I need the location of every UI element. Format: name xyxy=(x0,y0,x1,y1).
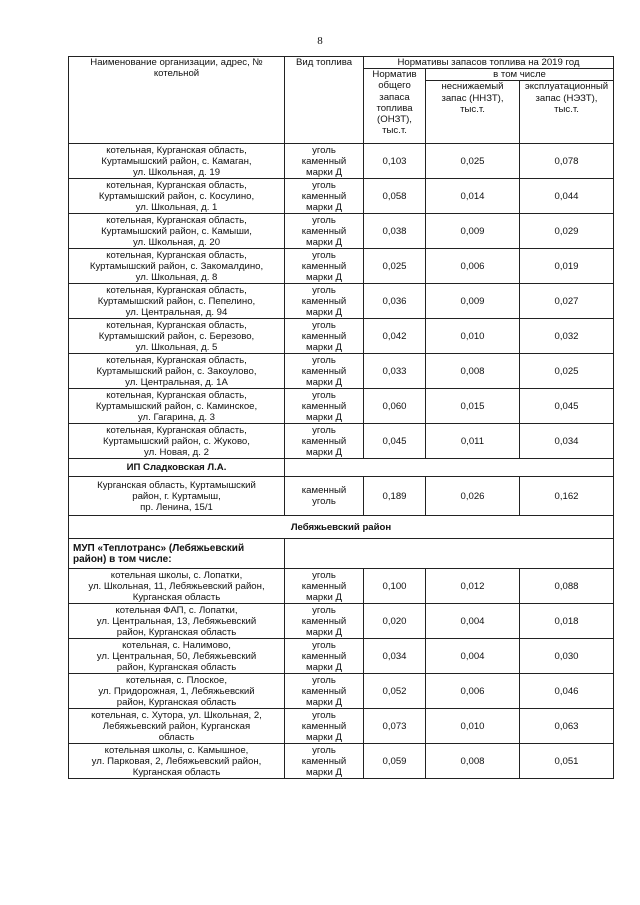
nezt-cell: 0,162 xyxy=(520,477,614,516)
address-line: котельная, Курганская область, xyxy=(106,179,247,191)
header-nezt: эксплуатационный запас (НЭЗТ), тыс.т. xyxy=(520,81,614,144)
fuel-line: каменный xyxy=(301,330,347,342)
total-reserve-cell: 0,033 xyxy=(364,354,426,389)
fuel-line: марки Д xyxy=(306,627,342,638)
address-line: ул. Центральная, д. 1А xyxy=(125,377,228,388)
table-row xyxy=(69,674,614,709)
address-line: район, Курганская область xyxy=(116,697,237,708)
address-line: ул. Центральная, 13, Лебяжьевский xyxy=(96,615,257,627)
boiler-address-cell xyxy=(69,354,285,389)
fuel-line: каменный xyxy=(301,295,347,307)
table-row xyxy=(69,709,614,744)
address-line: ул. Школьная, д. 20 xyxy=(132,237,221,248)
fuel-line: марки Д xyxy=(306,342,342,353)
fuel-line: уголь xyxy=(312,389,336,401)
fuel-line: каменный xyxy=(301,580,347,592)
fuel-type-cell xyxy=(285,144,364,179)
address-line: ул. Центральная, 50, Лебяжьевский xyxy=(96,650,257,662)
fuel-type-cell xyxy=(285,424,364,459)
address-line: район, Курганская область xyxy=(116,627,237,638)
district-row xyxy=(69,516,614,539)
address-line: ул. Парковая, 2, Лебяжьевский район, xyxy=(91,755,262,767)
total-reserve-cell: 0,058 xyxy=(364,179,426,214)
nezt-cell: 0,088 xyxy=(520,569,614,604)
address-line: пр. Ленина, 15/1 xyxy=(140,502,213,513)
fuel-line: уголь xyxy=(312,214,336,226)
address-line: котельная, с. Хутора, ул. Школьная, 2, xyxy=(91,709,262,721)
fuel-line: уголь xyxy=(312,144,336,156)
address-line: Куртамышский район, с. Закоулово, xyxy=(96,365,257,377)
total-reserve-cell: 0,038 xyxy=(364,214,426,249)
fuel-line: уголь xyxy=(312,496,336,508)
nezt-cell: 0,045 xyxy=(520,389,614,424)
nnzt-cell: 0,011 xyxy=(426,424,520,459)
fuel-type-cell xyxy=(285,389,364,424)
fuel-line: марки Д xyxy=(306,662,342,673)
fuel-line: марки Д xyxy=(306,202,342,213)
total-reserve-cell: 0,100 xyxy=(364,569,426,604)
address-line: котельная, Курганская область, xyxy=(106,389,247,401)
fuel-line: каменный xyxy=(301,155,347,167)
district-name: Лебяжьевский район xyxy=(69,516,614,539)
nnzt-cell: 0,010 xyxy=(426,709,520,744)
nnzt-cell: 0,025 xyxy=(426,144,520,179)
organization-name xyxy=(69,539,285,569)
boiler-address-cell xyxy=(69,424,285,459)
fuel-reserve-table xyxy=(68,56,614,779)
nnzt-cell: 0,009 xyxy=(426,214,520,249)
total-reserve-cell: 0,073 xyxy=(364,709,426,744)
total-reserve-cell: 0,034 xyxy=(364,639,426,674)
fuel-line: марки Д xyxy=(306,767,342,778)
nezt-cell: 0,019 xyxy=(520,249,614,284)
boiler-address-cell xyxy=(69,477,285,516)
table-row xyxy=(69,284,614,319)
fuel-line: уголь xyxy=(312,639,336,651)
address-line: Куртамышский район, с. Пепелино, xyxy=(97,295,256,307)
address-line: Курганская область, Куртамышский xyxy=(97,479,256,491)
header-fuel-type: Вид топлива xyxy=(285,57,364,144)
fuel-line: уголь xyxy=(312,284,336,296)
address-line: Куртамышский район, с. Каминское, xyxy=(95,400,258,412)
fuel-line: уголь xyxy=(312,604,336,616)
address-line: Куртамышский район, с. Жуково, xyxy=(103,435,250,447)
table-row xyxy=(69,249,614,284)
table-row xyxy=(69,389,614,424)
table-row xyxy=(69,424,614,459)
address-line: Курганская область xyxy=(132,767,221,778)
table-row xyxy=(69,354,614,389)
nezt-cell: 0,027 xyxy=(520,284,614,319)
page-number: 8 xyxy=(317,35,323,47)
fuel-line: марки Д xyxy=(306,237,342,248)
fuel-type-cell xyxy=(285,214,364,249)
fuel-line: марки Д xyxy=(306,167,342,178)
nezt-cell: 0,046 xyxy=(520,674,614,709)
table-row xyxy=(69,179,614,214)
address-line: котельная, с. Налимово, xyxy=(122,639,231,651)
nnzt-cell: 0,008 xyxy=(426,744,520,779)
nnzt-cell: 0,015 xyxy=(426,389,520,424)
address-line: котельная, с. Плоское, xyxy=(126,674,227,686)
fuel-type-cell xyxy=(285,674,364,709)
boiler-address-cell xyxy=(69,249,285,284)
fuel-type-cell xyxy=(285,319,364,354)
boiler-address-cell xyxy=(69,214,285,249)
organization-name-line: район) в том числе: xyxy=(73,553,172,565)
fuel-line: каменный xyxy=(301,755,347,767)
address-line: ул. Школьная, д. 8 xyxy=(135,272,218,283)
fuel-line: уголь xyxy=(312,179,336,191)
header-nnzt: неснижаемый запас (ННЗТ), тыс.т. xyxy=(426,81,520,144)
address-line: котельная ФАП, с. Лопатки, xyxy=(115,604,238,616)
fuel-line: каменный xyxy=(301,650,347,662)
nezt-cell: 0,044 xyxy=(520,179,614,214)
boiler-address-cell xyxy=(69,674,285,709)
total-reserve-cell: 0,036 xyxy=(364,284,426,319)
fuel-type-cell xyxy=(285,744,364,779)
fuel-line: марки Д xyxy=(306,732,342,743)
address-line: ул. Придорожная, 1, Лебяжьевский xyxy=(98,685,255,697)
fuel-line: каменный xyxy=(301,685,347,697)
nnzt-cell: 0,009 xyxy=(426,284,520,319)
header-norms: Нормативы запасов топлива на 2019 год xyxy=(364,57,614,69)
address-line: Куртамышский район, с. Закомалдино, xyxy=(89,260,264,272)
nezt-cell: 0,063 xyxy=(520,709,614,744)
boiler-address-cell xyxy=(69,284,285,319)
address-line: котельная, Курганская область, xyxy=(106,354,247,366)
fuel-type-cell xyxy=(285,179,364,214)
fuel-line: уголь xyxy=(312,424,336,436)
nnzt-cell: 0,014 xyxy=(426,179,520,214)
fuel-line: каменный xyxy=(301,485,347,497)
fuel-line: уголь xyxy=(312,744,336,756)
nnzt-cell: 0,010 xyxy=(426,319,520,354)
address-line: котельная, Курганская область, xyxy=(106,284,247,296)
address-line: ул. Центральная, д. 94 xyxy=(125,307,228,318)
nnzt-cell: 0,004 xyxy=(426,639,520,674)
address-line: район, Курганская область xyxy=(116,662,237,673)
fuel-line: каменный xyxy=(301,365,347,377)
address-line: котельная, Курганская область, xyxy=(106,214,247,226)
address-line: ул. Гагарина, д. 3 xyxy=(137,412,216,423)
fuel-line: уголь xyxy=(312,674,336,686)
fuel-line: марки Д xyxy=(306,377,342,388)
table-row xyxy=(69,569,614,604)
fuel-line: каменный xyxy=(301,225,347,237)
total-reserve-cell: 0,042 xyxy=(364,319,426,354)
address-line: район, г. Куртамыш, xyxy=(132,490,221,502)
fuel-line: марки Д xyxy=(306,592,342,603)
table-row xyxy=(69,214,614,249)
fuel-type-cell xyxy=(285,284,364,319)
boiler-address-cell xyxy=(69,639,285,674)
table-row xyxy=(69,477,614,516)
fuel-type-cell xyxy=(285,639,364,674)
nezt-cell: 0,029 xyxy=(520,214,614,249)
nezt-cell: 0,018 xyxy=(520,604,614,639)
table-row xyxy=(69,639,614,674)
organization-row xyxy=(69,459,614,477)
address-line: Куртамышский район, с. Камыши, xyxy=(101,225,252,237)
fuel-line: каменный xyxy=(301,190,347,202)
address-line: котельная, Курганская область, xyxy=(106,144,247,156)
address-line: ул. Новая, д. 2 xyxy=(144,447,209,458)
total-reserve-cell: 0,045 xyxy=(364,424,426,459)
address-line: ул. Школьная, д. 5 xyxy=(135,342,218,353)
nnzt-cell: 0,004 xyxy=(426,604,520,639)
fuel-type-cell xyxy=(285,354,364,389)
address-line: котельная, Курганская область, xyxy=(106,424,247,436)
fuel-line: марки Д xyxy=(306,412,342,423)
total-reserve-cell: 0,020 xyxy=(364,604,426,639)
table-row xyxy=(69,144,614,179)
nezt-cell: 0,030 xyxy=(520,639,614,674)
boiler-address-cell xyxy=(69,709,285,744)
boiler-address-cell xyxy=(69,144,285,179)
address-line: котельная школы, с. Камышное, xyxy=(104,744,249,756)
nezt-cell: 0,078 xyxy=(520,144,614,179)
nezt-cell: 0,034 xyxy=(520,424,614,459)
address-line: ул. Школьная, 11, Лебяжьевский район, xyxy=(88,580,265,592)
fuel-line: уголь xyxy=(312,249,336,261)
fuel-line: каменный xyxy=(301,720,347,732)
fuel-line: марки Д xyxy=(306,697,342,708)
fuel-type-cell xyxy=(285,709,364,744)
fuel-type-cell xyxy=(285,604,364,639)
fuel-line: марки Д xyxy=(306,447,342,458)
fuel-line: каменный xyxy=(301,615,347,627)
address-line: ул. Школьная, д. 19 xyxy=(132,167,221,178)
total-reserve-cell: 0,060 xyxy=(364,389,426,424)
empty-cell xyxy=(285,459,614,477)
header-including: в том числе xyxy=(426,69,614,81)
total-reserve-cell: 0,189 xyxy=(364,477,426,516)
boiler-address-cell xyxy=(69,319,285,354)
address-line: ул. Школьная, д. 1 xyxy=(135,202,218,213)
nezt-cell: 0,032 xyxy=(520,319,614,354)
fuel-line: уголь xyxy=(312,319,336,331)
nezt-cell: 0,025 xyxy=(520,354,614,389)
address-line: котельная, Курганская область, xyxy=(106,319,247,331)
fuel-type-cell xyxy=(285,249,364,284)
total-reserve-cell: 0,025 xyxy=(364,249,426,284)
nnzt-cell: 0,026 xyxy=(426,477,520,516)
nnzt-cell: 0,012 xyxy=(426,569,520,604)
boiler-address-cell xyxy=(69,604,285,639)
fuel-line: каменный xyxy=(301,260,347,272)
boiler-address-cell xyxy=(69,179,285,214)
fuel-line: уголь xyxy=(312,354,336,366)
boiler-address-cell xyxy=(69,744,285,779)
header-total-reserve: Норматив общего запаса топлива (ОНЗТ), тыс.т. xyxy=(364,69,426,144)
address-line: котельная, Курганская область, xyxy=(106,249,247,261)
fuel-type-cell xyxy=(285,477,364,516)
organization-name: ИП Сладковская Л.А. xyxy=(69,459,285,477)
organization-row xyxy=(69,539,614,569)
address-line: Куртамышский район, с. Камаган, xyxy=(101,155,252,167)
nnzt-cell: 0,006 xyxy=(426,674,520,709)
total-reserve-cell: 0,103 xyxy=(364,144,426,179)
boiler-address-cell xyxy=(69,389,285,424)
fuel-line: каменный xyxy=(301,435,347,447)
fuel-type-cell xyxy=(285,569,364,604)
total-reserve-cell: 0,052 xyxy=(364,674,426,709)
table-row xyxy=(69,319,614,354)
fuel-line: уголь xyxy=(312,569,336,581)
address-line: Куртамышский район, с. Березово, xyxy=(98,330,255,342)
fuel-line: марки Д xyxy=(306,272,342,283)
nnzt-cell: 0,006 xyxy=(426,249,520,284)
table-row xyxy=(69,604,614,639)
fuel-line: каменный xyxy=(301,400,347,412)
address-line: область xyxy=(158,732,195,743)
address-line: Лебяжьевский район, Курганская xyxy=(102,720,251,732)
table-row xyxy=(69,744,614,779)
organization-name-line: МУП «Теплотранс» (Лебяжьевский xyxy=(73,542,245,554)
empty-cell xyxy=(285,539,614,569)
nnzt-cell: 0,008 xyxy=(426,354,520,389)
boiler-address-cell xyxy=(69,569,285,604)
address-line: Курганская область xyxy=(132,592,221,603)
total-reserve-cell: 0,059 xyxy=(364,744,426,779)
address-line: котельная школы, с. Лопатки, xyxy=(110,569,243,581)
fuel-line: марки Д xyxy=(306,307,342,318)
fuel-line: уголь xyxy=(312,709,336,721)
header-org: Наименование организации, адрес, № котельной xyxy=(69,57,285,144)
nezt-cell: 0,051 xyxy=(520,744,614,779)
address-line: Куртамышский район, с. Косулино, xyxy=(98,190,255,202)
